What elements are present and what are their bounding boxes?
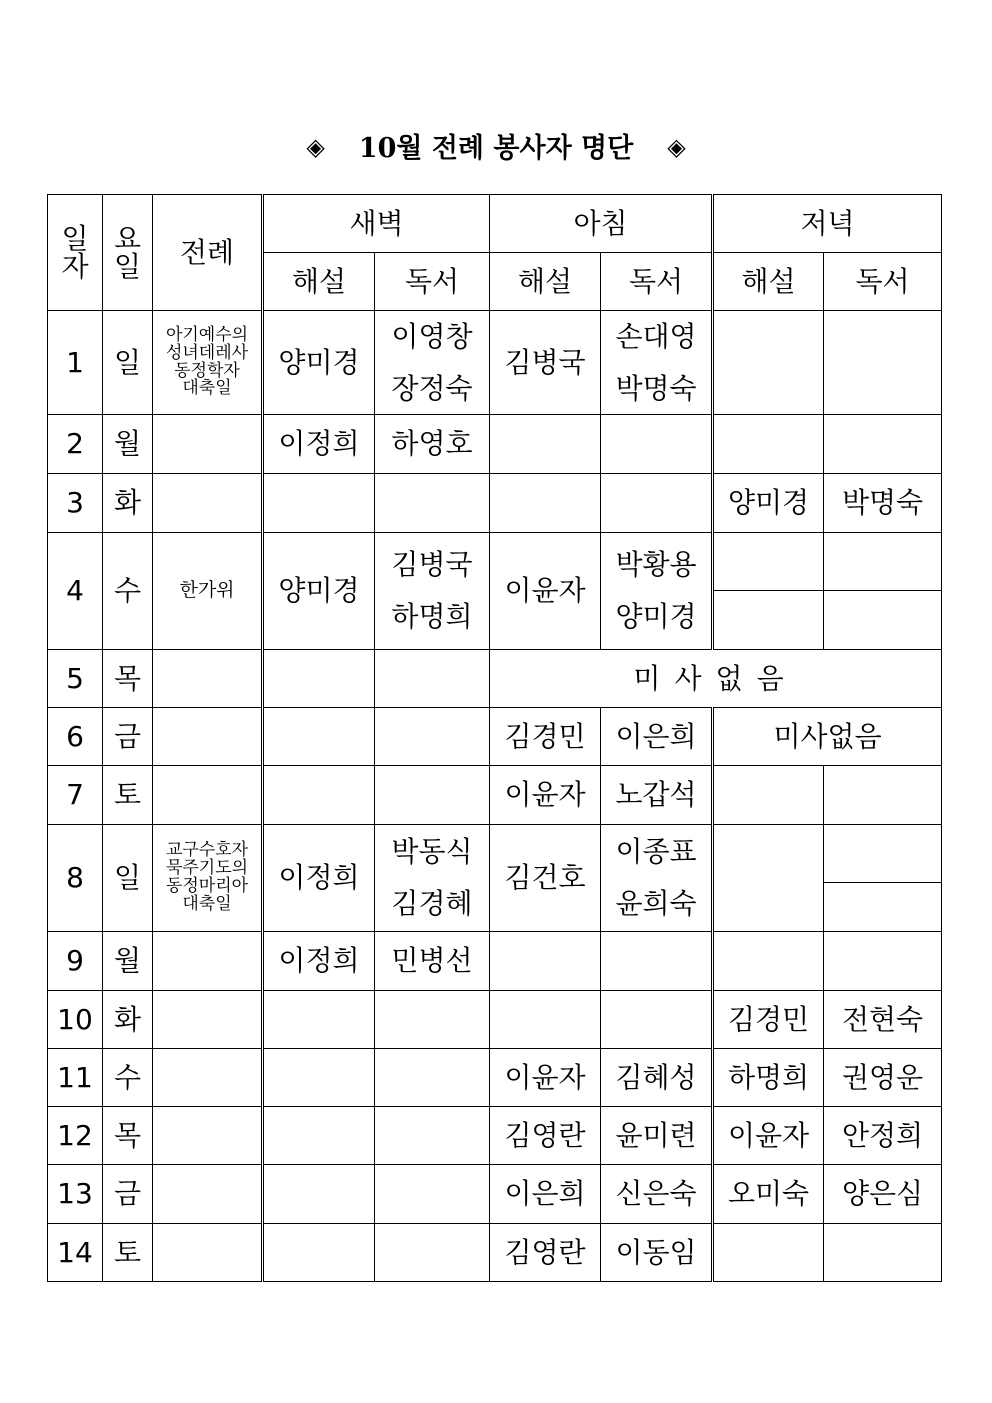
evening-reader-cell xyxy=(824,825,942,883)
morning-commentary-cell xyxy=(490,415,601,474)
evening-commentary-cell: 김경민 xyxy=(713,991,824,1049)
morning-commentary-cell: 이윤자 xyxy=(490,1049,601,1107)
evening-commentary-cell: 이윤자 xyxy=(713,1107,824,1165)
liturgy-cell xyxy=(153,474,263,533)
morning-commentary-cell: 김영란 xyxy=(490,1107,601,1165)
dawn-reader-cell xyxy=(375,650,490,708)
weekday-cell: 토 xyxy=(103,766,153,825)
dawn-reader-cell: 김병국 하명희 xyxy=(375,533,490,650)
morning-reader-cell xyxy=(601,415,713,474)
morning-reader-cell: 이은희 xyxy=(601,708,713,766)
evening-reader-cell: 권영운 xyxy=(824,1049,942,1107)
day-cell: 8 xyxy=(48,825,103,932)
header-liturgy: 전례 xyxy=(153,195,263,311)
evening-reader-cell: 박명숙 xyxy=(824,474,942,533)
page-title xyxy=(0,126,992,165)
dawn-commentary-cell xyxy=(263,1049,375,1107)
day-cell: 1 xyxy=(48,311,103,415)
dawn-commentary-cell xyxy=(263,650,375,708)
evening-commentary-cell xyxy=(713,591,824,650)
table-row xyxy=(48,474,942,533)
morning-commentary-cell: 이윤자 xyxy=(490,533,601,650)
day-cell: 3 xyxy=(48,474,103,533)
weekday-cell: 일 xyxy=(103,825,153,932)
evening-reader-cell: 전현숙 xyxy=(824,991,942,1049)
dawn-commentary-cell: 이정희 xyxy=(263,415,375,474)
morning-reader-cell: 이종표 윤희숙 xyxy=(601,825,713,932)
header-day: 일 자 xyxy=(48,195,103,311)
evening-reader-cell: 안정희 xyxy=(824,1107,942,1165)
header-dawn-reader: 독서 xyxy=(375,253,490,311)
morning-reader-cell xyxy=(601,991,713,1049)
evening-commentary-cell: 양미경 xyxy=(713,474,824,533)
weekday-cell: 목 xyxy=(103,650,153,708)
weekday-cell: 목 xyxy=(103,1107,153,1165)
morning-reader-cell: 윤미련 xyxy=(601,1107,713,1165)
title-text: 10월 전례 봉사자 명단 xyxy=(358,133,634,164)
table-row xyxy=(48,708,942,766)
day-cell: 12 xyxy=(48,1107,103,1165)
header-dawn: 새벽 xyxy=(263,195,490,253)
day-cell: 6 xyxy=(48,708,103,766)
liturgy-cell: 아기예수의 성녀데레사 동정학자 대축일 xyxy=(153,311,263,415)
dawn-reader-cell: 이영창 장정숙 xyxy=(375,311,490,415)
header-dawn-commentary: 해설 xyxy=(263,253,375,311)
weekday-cell: 금 xyxy=(103,708,153,766)
weekday-cell: 수 xyxy=(103,1049,153,1107)
header-morning-commentary: 해설 xyxy=(490,253,601,311)
morning-commentary-cell: 이윤자 xyxy=(490,766,601,825)
no-mass-note: 미사없음 xyxy=(713,708,942,766)
liturgy-cell xyxy=(153,1107,263,1165)
morning-reader-cell xyxy=(601,474,713,533)
evening-commentary-cell xyxy=(713,825,824,932)
day-cell: 7 xyxy=(48,766,103,825)
morning-reader-cell: 김혜성 xyxy=(601,1049,713,1107)
morning-reader-cell: 손대영 박명숙 xyxy=(601,311,713,415)
dawn-reader-cell xyxy=(375,1224,490,1282)
table-row xyxy=(48,533,942,591)
liturgy-cell xyxy=(153,1224,263,1282)
evening-reader-cell xyxy=(824,1224,942,1282)
header-evening: 저녁 xyxy=(713,195,942,253)
weekday-cell: 화 xyxy=(103,474,153,533)
table-row xyxy=(48,1049,942,1107)
morning-commentary-cell xyxy=(490,474,601,533)
evening-reader-cell: 양은심 xyxy=(824,1165,942,1224)
day-cell: 9 xyxy=(48,932,103,991)
day-cell: 10 xyxy=(48,991,103,1049)
morning-commentary-cell: 이은희 xyxy=(490,1165,601,1224)
dawn-reader-cell xyxy=(375,1049,490,1107)
weekday-cell: 금 xyxy=(103,1165,153,1224)
dawn-commentary-cell: 이정희 xyxy=(263,932,375,991)
morning-commentary-cell: 김병국 xyxy=(490,311,601,415)
weekday-cell: 월 xyxy=(103,415,153,474)
table-row xyxy=(48,1107,942,1165)
dawn-commentary-cell: 양미경 xyxy=(263,533,375,650)
schedule-table xyxy=(47,194,942,1282)
evening-commentary-cell: 오미숙 xyxy=(713,1165,824,1224)
dawn-reader-cell xyxy=(375,708,490,766)
diamond-icon: ◈ xyxy=(667,133,686,161)
evening-commentary-cell xyxy=(713,932,824,991)
dawn-commentary-cell xyxy=(263,766,375,825)
day-cell: 14 xyxy=(48,1224,103,1282)
table-row xyxy=(48,766,942,825)
table-row xyxy=(48,1224,942,1282)
table-row xyxy=(48,1165,942,1224)
weekday-cell: 일 xyxy=(103,311,153,415)
weekday-cell: 토 xyxy=(103,1224,153,1282)
header-morning: 아침 xyxy=(490,195,713,253)
table-row xyxy=(48,825,942,883)
liturgy-cell xyxy=(153,991,263,1049)
liturgy-cell xyxy=(153,415,263,474)
evening-commentary-cell: 하명희 xyxy=(713,1049,824,1107)
morning-commentary-cell xyxy=(490,991,601,1049)
dawn-reader-cell xyxy=(375,766,490,825)
dawn-reader-cell xyxy=(375,474,490,533)
dawn-reader-cell: 민병선 xyxy=(375,932,490,991)
no-mass-note: 미사없음 xyxy=(490,650,942,708)
liturgy-cell xyxy=(153,1165,263,1224)
morning-reader-cell: 이동임 xyxy=(601,1224,713,1282)
day-cell: 5 xyxy=(48,650,103,708)
liturgy-cell xyxy=(153,708,263,766)
table-row xyxy=(48,415,942,474)
liturgy-cell xyxy=(153,766,263,825)
liturgy-cell xyxy=(153,650,263,708)
liturgy-cell: 한가위 xyxy=(153,533,263,650)
morning-reader-cell xyxy=(601,932,713,991)
dawn-commentary-cell xyxy=(263,1107,375,1165)
header-evening-commentary: 해설 xyxy=(713,253,824,311)
evening-reader-cell xyxy=(824,591,942,650)
morning-reader-cell: 노갑석 xyxy=(601,766,713,825)
weekday-cell: 화 xyxy=(103,991,153,1049)
day-cell: 11 xyxy=(48,1049,103,1107)
liturgy-cell: 교구수호자 묵주기도의 동정마리아 대축일 xyxy=(153,825,263,932)
dawn-commentary-cell xyxy=(263,708,375,766)
morning-reader-cell: 박황용 양미경 xyxy=(601,533,713,650)
evening-commentary-cell xyxy=(713,1224,824,1282)
evening-reader-cell xyxy=(824,883,942,932)
evening-commentary-cell xyxy=(713,311,824,415)
table-row xyxy=(48,650,942,708)
day-cell: 4 xyxy=(48,533,103,650)
dawn-reader-cell: 박동식 김경혜 xyxy=(375,825,490,932)
morning-commentary-cell: 김영란 xyxy=(490,1224,601,1282)
evening-commentary-cell xyxy=(713,415,824,474)
dawn-commentary-cell: 이정희 xyxy=(263,825,375,932)
morning-commentary-cell: 김경민 xyxy=(490,708,601,766)
evening-reader-cell xyxy=(824,415,942,474)
dawn-commentary-cell xyxy=(263,1165,375,1224)
morning-commentary-cell: 김건호 xyxy=(490,825,601,932)
table-row xyxy=(48,311,942,415)
evening-commentary-cell xyxy=(713,533,824,591)
dawn-reader-cell xyxy=(375,1107,490,1165)
table-row xyxy=(48,932,942,991)
header-morning-reader: 독서 xyxy=(601,253,713,311)
evening-reader-cell xyxy=(824,311,942,415)
evening-reader-cell xyxy=(824,533,942,591)
dawn-commentary-cell xyxy=(263,1224,375,1282)
dawn-reader-cell xyxy=(375,1165,490,1224)
morning-commentary-cell xyxy=(490,932,601,991)
evening-reader-cell xyxy=(824,766,942,825)
dawn-commentary-cell: 양미경 xyxy=(263,311,375,415)
dawn-reader-cell xyxy=(375,991,490,1049)
day-cell: 13 xyxy=(48,1165,103,1224)
diamond-icon: ◈ xyxy=(306,133,325,161)
dawn-reader-cell: 하영호 xyxy=(375,415,490,474)
weekday-cell: 월 xyxy=(103,932,153,991)
dawn-commentary-cell xyxy=(263,474,375,533)
liturgy-cell xyxy=(153,1049,263,1107)
morning-reader-cell: 신은숙 xyxy=(601,1165,713,1224)
header-evening-reader: 독서 xyxy=(824,253,942,311)
dawn-commentary-cell xyxy=(263,991,375,1049)
liturgy-cell xyxy=(153,932,263,991)
evening-reader-cell xyxy=(824,932,942,991)
table-row xyxy=(48,991,942,1049)
header-weekday: 요 일 xyxy=(103,195,153,311)
weekday-cell: 수 xyxy=(103,533,153,650)
evening-commentary-cell xyxy=(713,766,824,825)
day-cell: 2 xyxy=(48,415,103,474)
